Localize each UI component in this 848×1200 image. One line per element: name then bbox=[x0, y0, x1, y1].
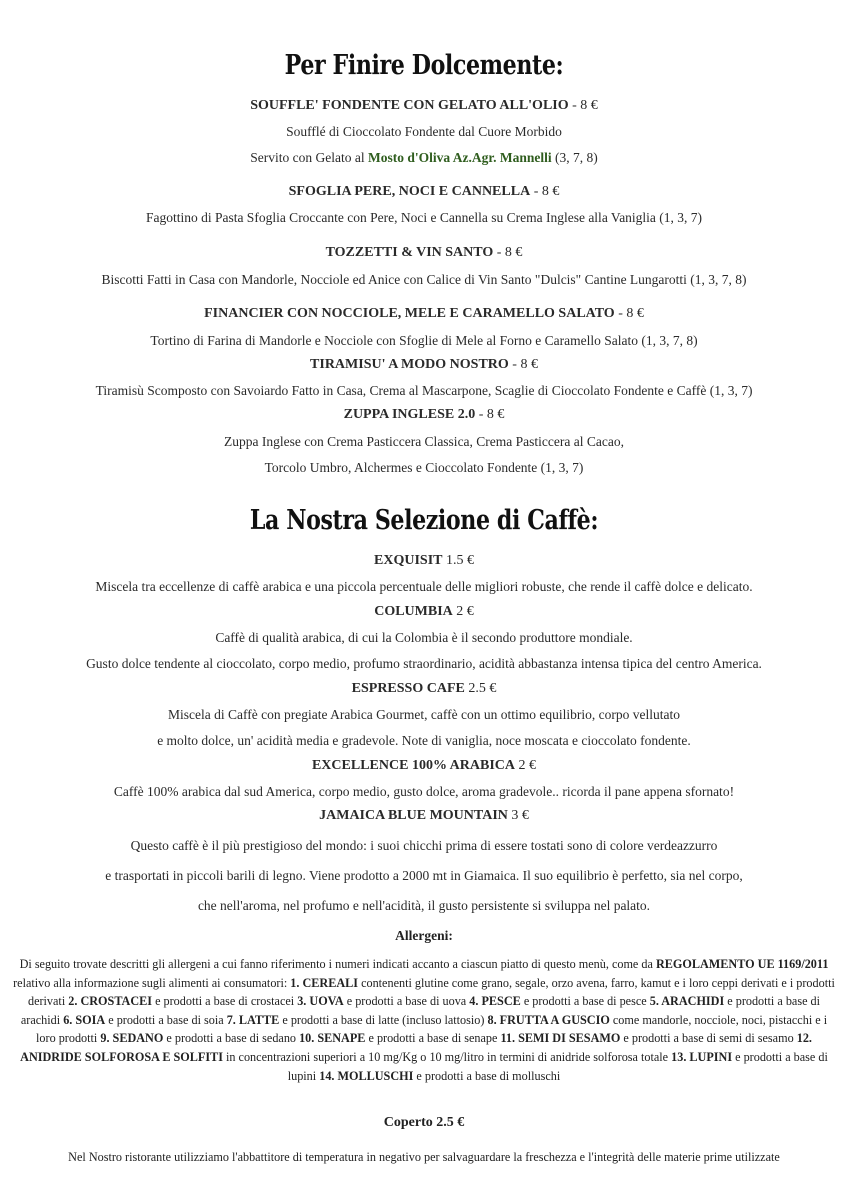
allergen-item: 6. SOIA e prodotti a base di soia bbox=[63, 1012, 227, 1027]
allergen-item: 11. SEMI DI SESAMO e prodotti a base di semi di sesamo bbox=[500, 1031, 797, 1046]
allergen-item: 3. UOVA e prodotti a base di uova bbox=[297, 994, 470, 1009]
allergen-item: 13. LUPINI e prodotti a base di lupini bbox=[287, 1049, 828, 1083]
allergen-name: LATTE bbox=[238, 1012, 280, 1027]
coffee-item-name: JAMAICA BLUE MOUNTAIN 3 € bbox=[319, 808, 529, 823]
coffee-item-description: che nell'aroma, nel profumo e nell'acidità, il gusto persistente si sviluppa nel palato. bbox=[197, 898, 651, 913]
menu-item-description: Servito con Gelato al Mosto d'Oliva Az.Agr. Mannelli (3, 7, 8) bbox=[250, 150, 598, 165]
allergen-item: 1. CEREALI contenenti glutine come grano, segale, orzo avena, farro, kamut e i loro ceppi derivati e i prodotti derivati bbox=[27, 975, 835, 1009]
allergen-item: 9. SEDANO e prodotti a base di sedano bbox=[100, 1031, 300, 1046]
allergen-name: SENAPE bbox=[317, 1031, 366, 1046]
allergens-paragraph: Di seguito trovate descritti gli allergeni a cui fanno riferimento i numeri indicati accanto a ciascun piatto di questo menù, come da REGOLAMENTO UE 1169/2011 relativo alla informazione sugli alimenti ai consumatori: 1. CEREALI contenenti glutine come grano, segale, orzo avena, farro, kamut e i loro ceppi derivati e i prodotti derivati 2. CROSTACEI e prodotti a base di crostacei 3. UOVA e prodotti a base di uova 4. PESCE e prodotti a base di pesce 5. ARACHIDI e prodotti a base di arachidi 6. SOIA e prodotti a base di soia 7. LATTE e prodotti a base di latte (incluso lattosio) 8. FRUTTA A GUSCIO come mandorle, nocciole, noci, pistacchi e i loro prodotti 9. SEDANO e prodotti a base di sedano 10. SENAPE e prodotti a base di senape 11. SEMI DI SESAMO e prodotti a base di semi di sesamo 12. ANIDRIDE SOLFOROSA E SOLFITI in concentrazioni superiori a 10 mg/Kg o 10 mg/litro in termini di anidride solforosa totale 13. LUPINI e prodotti a base di lupini 14. MOLLUSCHI e prodotti a base di molluschi bbox=[13, 957, 835, 1083]
menu-item-description: Zuppa Inglese con Crema Pasticcera Classica, Crema Pasticcera al Cacao, bbox=[224, 434, 624, 449]
allergen-name: CROSTACEI bbox=[80, 994, 153, 1009]
allergen-item: 8. FRUTTA A GUSCIO come mandorle, nocciole, noci, pistacchi e i loro prodotti bbox=[36, 1012, 828, 1046]
allergen-item: 2. CROSTACEI e prodotti a base di crostacei bbox=[68, 994, 298, 1009]
allergen-item: 12. ANIDRIDE SOLFOROSA E SOLFITI in concentrazioni superiori a 10 mg/Kg o 10 mg/litro in termini di anidride solforosa totale bbox=[20, 1031, 812, 1064]
footer-note: Nel Nostro ristorante utilizziamo l'abbattitore di temperatura in negativo per salvaguardare la freschezza e l'integrità delle materie prime utilizzate bbox=[68, 1150, 780, 1164]
allergen-name: UOVA bbox=[309, 994, 344, 1009]
allergens-title: Allergeni: bbox=[395, 928, 453, 943]
allergen-name: LUPINI bbox=[689, 1049, 733, 1064]
allergen-name: MOLLUSCHI bbox=[337, 1068, 414, 1083]
allergen-name: SOIA bbox=[75, 1012, 106, 1027]
allergen-name: SEMI DI SESAMO bbox=[518, 1031, 621, 1046]
allergen-name: FRUTTA A GUSCIO bbox=[499, 1012, 610, 1027]
menu-item-description: Soufflé di Cioccolato Fondente dal Cuore Morbido bbox=[286, 124, 562, 139]
allergen-item: 14. MOLLUSCHI e prodotti a base di molluschi bbox=[319, 1068, 561, 1083]
menu-item-name: SFOGLIA PERE, NOCI E CANNELLA - 8 € bbox=[288, 184, 560, 199]
menu-item-description: Tortino di Farina di Mandorle e Nocciole con Sfoglie di Mele al Forno e Caramello Salato (1, 3, 7, 8) bbox=[150, 333, 698, 348]
menu-item-description: Fagottino di Pasta Sfoglia Croccante con Pere, Noci e Cannella su Crema Inglese alla Vaniglia (1, 3, 7) bbox=[145, 210, 703, 225]
allergen-name: ANIDRIDE SOLFOROSA E SOLFITI bbox=[20, 1049, 223, 1064]
coffee-item-description: Gusto dolce tendente al cioccolato, corpo medio, profumo straordinario, acidità abbastanza intensa tipica del centro America. bbox=[86, 656, 762, 671]
desserts-title: Per Finire Dolcemente: bbox=[284, 50, 564, 81]
menu-item-description: Tiramisù Scomposto con Savoiardo Fatto in Casa, Crema al Mascarpone, Scaglie di Cioccolato Fondente e Caffè (1, 3, 7) bbox=[95, 383, 753, 398]
coffee-title: La Nostra Selezione di Caffè: bbox=[249, 505, 599, 536]
allergen-item: 10. SENAPE e prodotti a base di senape bbox=[299, 1031, 501, 1046]
coffee-item-description: Caffè 100% arabica dal sud America, corpo medio, gusto dolce, aroma gradevole.. ricorda il pane appena sfornato! bbox=[113, 784, 735, 799]
coffee-item-description: e trasportati in piccoli barili di legno. Viene prodotto a 2000 mt in Giamaica. Il suo equilibrio è perfetto, sia nel corpo, bbox=[105, 868, 743, 883]
coffee-item-description: Miscela di Caffè con pregiate Arabica Gourmet, caffè con un ottimo equilibrio, corpo vellutato bbox=[168, 707, 680, 722]
menu-item-description: Torcolo Umbro, Alchermes e Cioccolato Fondente (1, 3, 7) bbox=[264, 460, 584, 475]
allergen-name: PESCE bbox=[481, 994, 521, 1009]
allergen-item: 7. LATTE e prodotti a base di latte (incluso lattosio) bbox=[226, 1012, 488, 1027]
menu-item-name: FINANCIER CON NOCCIOLE, MELE E CARAMELLO SALATO - 8 € bbox=[204, 306, 644, 321]
coffee-item-name: EXCELLENCE 100% ARABICA 2 € bbox=[311, 758, 537, 773]
menu-item-description: Biscotti Fatti in Casa con Mandorle, Nocciole ed Anice con Calice di Vin Santo "Dulcis" Cantine Lungarotti (1, 3, 7, 8) bbox=[101, 272, 747, 287]
allergen-name: SEDANO bbox=[112, 1031, 164, 1046]
coffee-item-description: Questo caffè è il più prestigioso del mondo: i suoi chicchi prima di essere tostati sono di colore verdeazzurro bbox=[130, 838, 718, 853]
allergen-name: CEREALI bbox=[302, 975, 359, 990]
menu-item-name: SOUFFLE' FONDENTE CON GELATO ALL'OLIO - 8 € bbox=[250, 98, 598, 113]
coffee-item-description: e molto dolce, un' acidità media e gradevole. Note di vaniglia, noce moscata e cioccolato fondente. bbox=[157, 733, 691, 748]
coffee-item-description: Miscela tra eccellenze di caffè arabica e una piccola percentuale delle migliori robuste, che rende il caffè dolce e delicato. bbox=[95, 579, 753, 594]
coffee-item-name: COLUMBIA 2 € bbox=[374, 604, 474, 619]
allergen-name: ARACHIDI bbox=[661, 994, 725, 1009]
producer-highlight: Mosto d'Oliva Az.Agr. Mannelli bbox=[367, 150, 552, 165]
allergen-item: 5. ARACHIDI e prodotti a base di arachidi bbox=[20, 994, 820, 1027]
cover-charge: Coperto 2.5 € bbox=[383, 1115, 465, 1130]
coffee-item-description: Caffè di qualità arabica, di cui la Colombia è il secondo produttore mondiale. bbox=[215, 630, 633, 645]
coffee-item-name: EXQUISIT 1.5 € bbox=[374, 553, 474, 568]
menu-item-name: ZUPPA INGLESE 2.0 - 8 € bbox=[343, 407, 505, 422]
menu-item-name: TIRAMISU' A MODO NOSTRO - 8 € bbox=[310, 357, 538, 372]
coffee-item-name: ESPRESSO CAFE 2.5 € bbox=[351, 681, 497, 696]
menu-item-name: TOZZETTI & VIN SANTO - 8 € bbox=[325, 245, 523, 260]
allergen-item: 4. PESCE e prodotti a base di pesce bbox=[469, 994, 650, 1009]
